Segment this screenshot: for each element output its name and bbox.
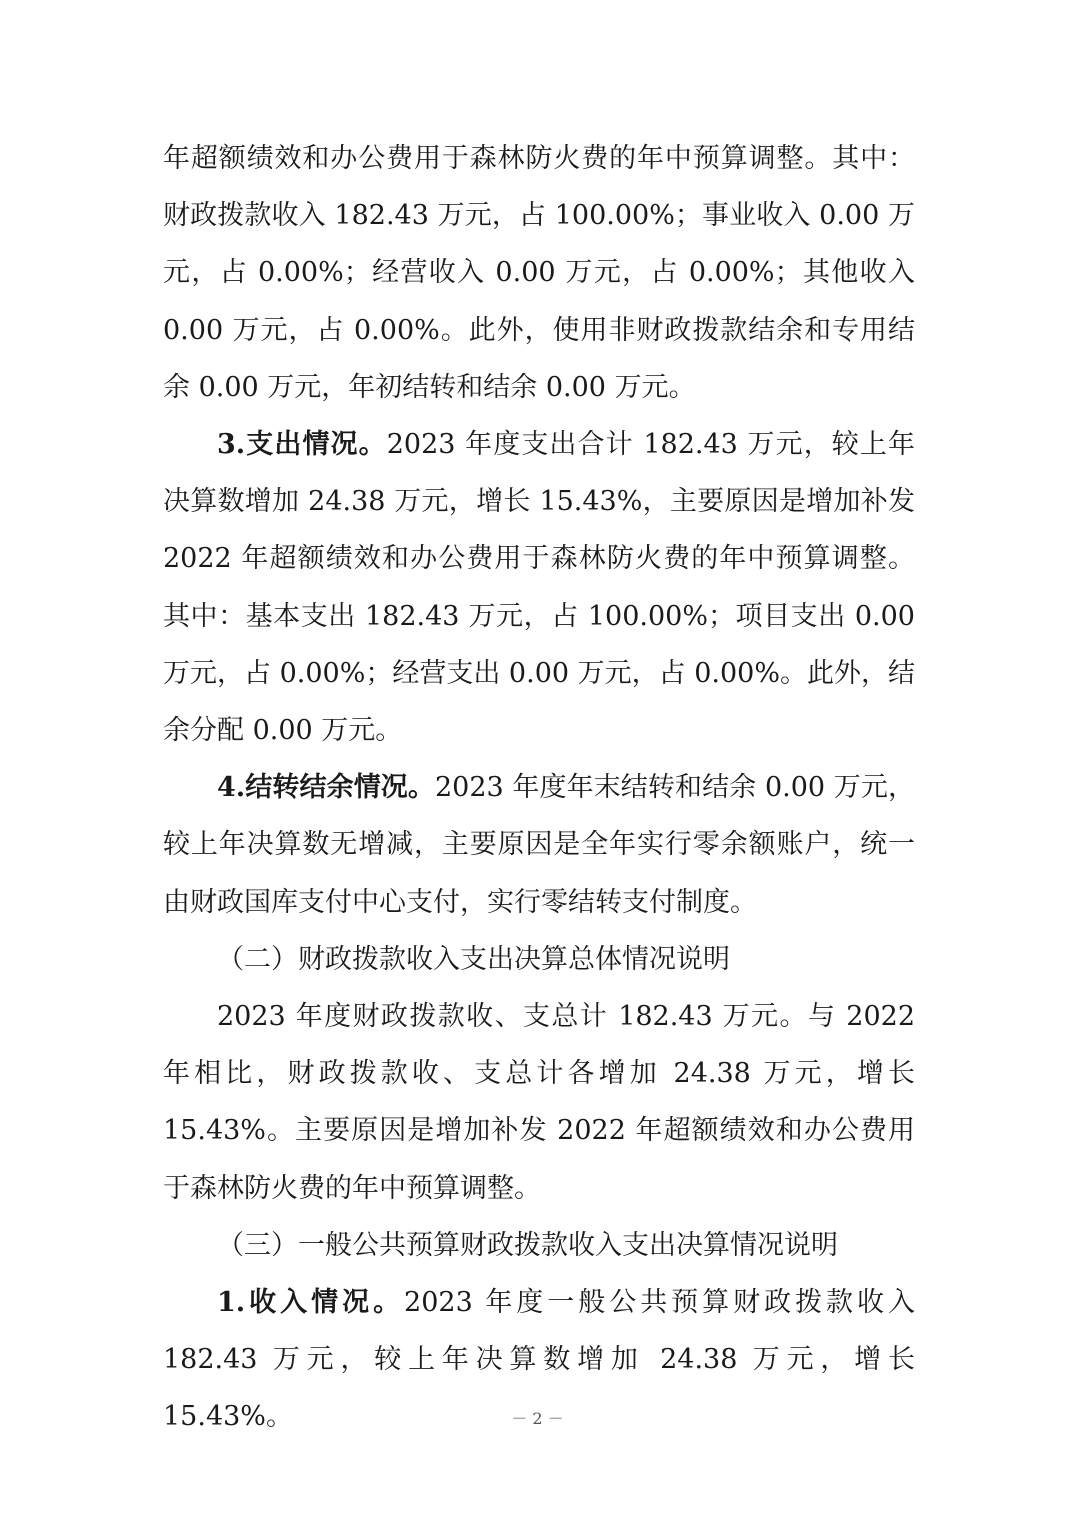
- paragraph-text: 2023 年度财政拨款收、支总计 182.43 万元。与 2022 年相比，财政拨款收、支总计各增加 24.38 万元，增长 15.43%。主要原因是增加补发 2022 年超额绩效和办公费用于森林防火费的年中预算调整。: [163, 1001, 915, 1204]
- section-title-3: （三）一般公共预算财政拨款收入支出决算情况说明: [217, 1229, 838, 1261]
- paragraph-fiscal-summary: [163, 988, 915, 1217]
- paragraph-text: 2023 年度年末结转和结余 0.00 万元，较上年决算数无增减，主要原因是全年实行零余额账户，统一由财政国库支付中心支付，实行零结转支付制度。: [163, 772, 915, 918]
- paragraph-text: 年超额绩效和办公费用于森林防火费的年中预算调整。其中：财政拨款收入 182.43 万元，占 100.00%；事业收入 0.00 万元，占 0.00%；经营收入 0.00 万元，占 0.00%；其他收入 0.00 万元，占 0.00%。此外，使用非财政拨款结余和专用结余 0.00 万元，年初结转和结余 0.00 万元。: [163, 143, 915, 403]
- paragraph-income-continued: [163, 130, 915, 416]
- paragraph-carryover: [163, 759, 915, 931]
- paragraph-text: 2023 年度支出合计 182.43 万元，较上年决算数增加 24.38 万元，增长 15.43%，主要原因是增加补发 2022 年超额绩效和办公费用于森林防火费的年中预算调整。其中：基本支出 182.43 万元，占 100.00%；项目支出 0.00 万元，占 0.00%；经营支出 0.00 万元，占 0.00%。此外，结余分配 0.00 万元。: [163, 429, 915, 747]
- page-number: － 2 －: [511, 1409, 564, 1428]
- paragraph-heading: 3.支出情况。: [217, 429, 387, 461]
- document-body: [163, 130, 915, 1446]
- section-title-2: （二）财政拨款收入支出决算总体情况说明: [217, 943, 730, 975]
- paragraph-expenditure: [163, 416, 915, 759]
- paragraph-heading: 4.结转结余情况。: [217, 772, 435, 804]
- paragraph-text: 2023 年度一般公共预算财政拨款收入 182.43 万元，较上年决算数增加 24.38 万元，增长 15.43%。: [163, 1287, 916, 1433]
- paragraph-heading: 1.收入情况。: [217, 1287, 405, 1319]
